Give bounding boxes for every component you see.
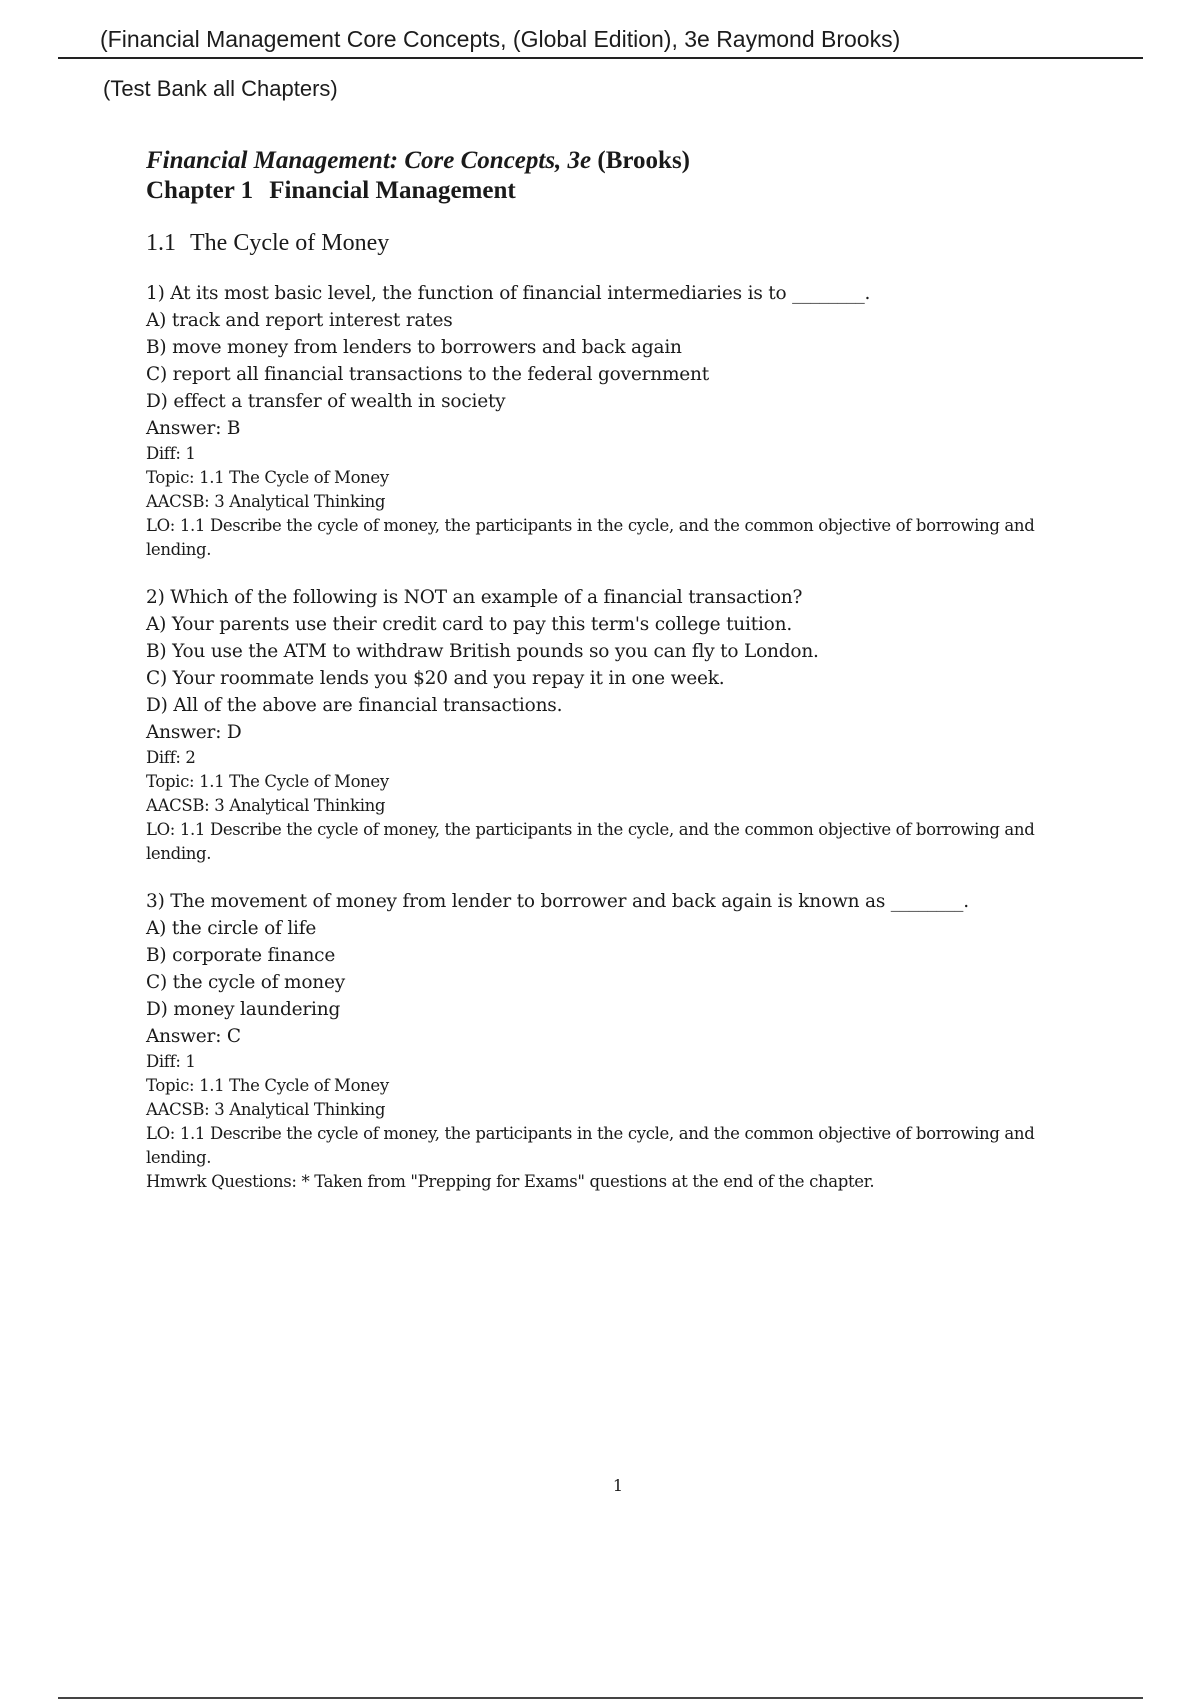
learning-objective: LO: 1.1 Describe the cycle of money, the participants in the cycle, and the common objective of borrowing and lending. bbox=[146, 516, 1035, 559]
question-1 bbox=[146, 280, 1046, 562]
answer-option-c: C) report all financial transactions to the federal government bbox=[146, 364, 710, 385]
aacsb: AACSB: 3 Analytical Thinking bbox=[146, 492, 386, 511]
chapter-label: Chapter 1 bbox=[146, 177, 254, 204]
question-2 bbox=[146, 584, 1046, 866]
book-title-author: (Brooks) bbox=[597, 147, 691, 174]
difficulty: Diff: 2 bbox=[146, 748, 196, 767]
answer-option-c: C) Your roommate lends you $20 and you repay it in one week. bbox=[146, 668, 725, 689]
homework-note: Hmwrk Questions: * Taken from "Prepping for Exams" questions at the end of the chapter. bbox=[146, 1172, 875, 1191]
correct-answer: Answer: D bbox=[146, 722, 242, 743]
section-name: The Cycle of Money bbox=[190, 230, 390, 256]
question-stem: 1) At its most basic level, the function of financial intermediaries is to ________. bbox=[146, 283, 871, 304]
page-number: 1 bbox=[612, 1476, 624, 1495]
section-number: 1.1 bbox=[146, 230, 176, 256]
topic: Topic: 1.1 The Cycle of Money bbox=[146, 772, 389, 791]
aacsb: AACSB: 3 Analytical Thinking bbox=[146, 796, 386, 815]
answer-option-d: D) All of the above are financial transactions. bbox=[146, 695, 563, 716]
answer-option-b: B) You use the ATM to withdraw British pounds so you can fly to London. bbox=[146, 641, 819, 662]
footer-divider bbox=[58, 1697, 1143, 1699]
document-subtitle: (Test Bank all Chapters) bbox=[103, 76, 338, 101]
difficulty: Diff: 1 bbox=[146, 1052, 196, 1071]
answer-option-a: A) Your parents use their credit card to pay this term's college tuition. bbox=[146, 614, 793, 635]
answer-option-a: A) the circle of life bbox=[146, 918, 317, 939]
chapter-title bbox=[146, 176, 1046, 206]
learning-objective: LO: 1.1 Describe the cycle of money, the participants in the cycle, and the common objective of borrowing and lending. bbox=[146, 820, 1035, 863]
answer-option-d: D) effect a transfer of wealth in society bbox=[146, 391, 506, 412]
answer-option-d: D) money laundering bbox=[146, 999, 341, 1020]
answer-option-a: A) track and report interest rates bbox=[146, 310, 453, 331]
question-stem: 3) The movement of money from lender to borrower and back again is known as ________. bbox=[146, 891, 969, 912]
topic: Topic: 1.1 The Cycle of Money bbox=[146, 468, 389, 487]
page-content bbox=[146, 146, 1046, 1194]
answer-option-b: B) corporate finance bbox=[146, 945, 336, 966]
question-stem: 2) Which of the following is NOT an example of a financial transaction? bbox=[146, 587, 803, 608]
book-title bbox=[146, 146, 1046, 176]
section-title bbox=[146, 228, 1046, 258]
header-divider bbox=[58, 57, 1143, 59]
answer-option-c: C) the cycle of money bbox=[146, 972, 346, 993]
learning-objective: LO: 1.1 Describe the cycle of money, the participants in the cycle, and the common objective of borrowing and lending. bbox=[146, 1124, 1035, 1167]
answer-option-b: B) move money from lenders to borrowers and back again bbox=[146, 337, 682, 358]
chapter-name: Financial Management bbox=[269, 177, 516, 204]
question-3 bbox=[146, 888, 1046, 1194]
book-title-name: Financial Management: Core Concepts, 3e bbox=[146, 147, 592, 174]
topic: Topic: 1.1 The Cycle of Money bbox=[146, 1076, 389, 1095]
correct-answer: Answer: C bbox=[146, 1026, 241, 1047]
correct-answer: Answer: B bbox=[146, 418, 241, 439]
difficulty: Diff: 1 bbox=[146, 444, 196, 463]
document-header-title: (Financial Management Core Concepts, (Global Edition), 3e Raymond Brooks) bbox=[100, 26, 901, 52]
aacsb: AACSB: 3 Analytical Thinking bbox=[146, 1100, 386, 1119]
